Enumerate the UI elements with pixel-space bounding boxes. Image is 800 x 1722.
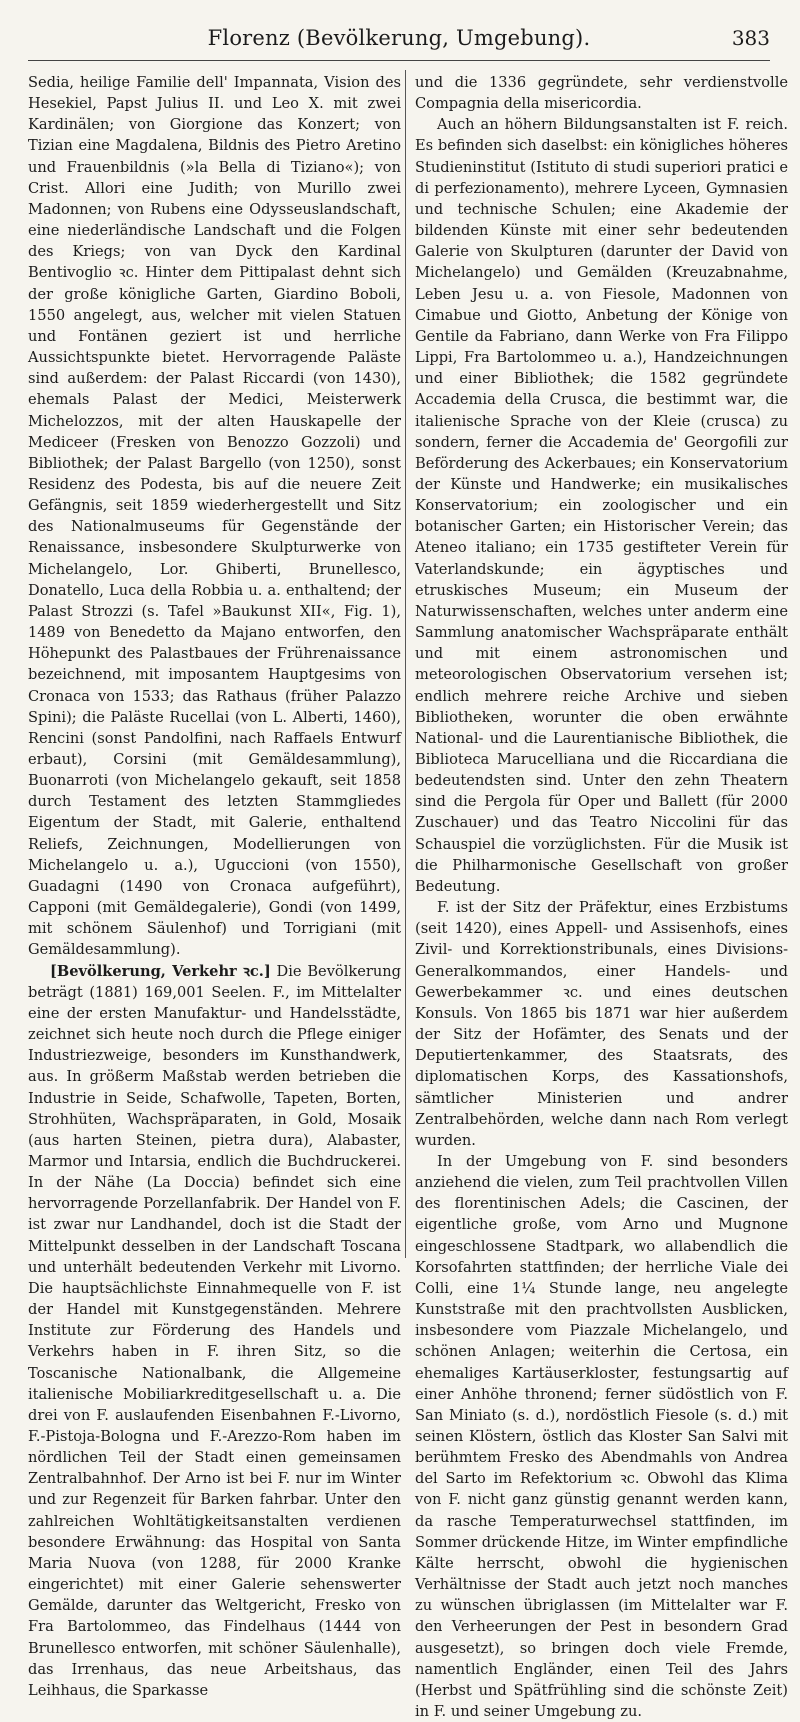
paragraph-population: [28, 961, 401, 1701]
page-number: 383: [731, 26, 770, 50]
running-title: Florenz (Bevölkerung, Umgebung).: [207, 26, 591, 50]
paragraph-administration: F. ist der Sitz der Präfektur, eines Erzbistums (seit 1420), eines Appell- und Assisenhofs, eines Zivil- und Korrektionstribunals, eines Divisions-Generalkommandos, einer Handels- und Gewerbekammer ꝛc. und eines deutschen Konsuls. Von 1865 bis 1871 war hier außerdem der Sitz der Hofämter, des Senats und der Deputiertenkammer, des Staatsrats, des diplomatischen Korps, des Kassationshofs, sämtlicher Ministerien und andrer Zentralbehörden, welche dann nach Rom verlegt wurden.: [415, 899, 788, 1149]
section-label: [Bevölkerung, Verkehr ꝛc.]: [50, 962, 271, 980]
paragraph-surroundings: In der Umgebung von F. sind besonders anziehend die vielen, zum Teil prachtvollen Villen des florentinischen Adels; die Cascinen, der eigentliche große, vom Arno und Mugnone eingeschlossene Stadtpark, wo allabendlich die Korsofahrten stattfinden; der herrliche Viale dei Colli, eine 1¼ Stunde lange, neu angelegte Kunststraße mit den prachtvollsten Ausblicken, insbesondere vom Piazzale Michelangelo, und schönen Anlagen; weiterhin die Certosa, ein ehemaliges Kartäuserkloster, festungsartig auf einer Anhöhe thronend; ferner südöstlich von F. San Miniato (s. d.), nordöstlich Fiesole (s. d.) mit seinen Klöstern, östlich das Kloster San Salvi mit berühmtem Fresko des Abendmahls von Andrea del Sarto im Refektorium ꝛc. Obwohl das Klima von F. nicht ganz günstig genannt werden kann, da rasche Temperaturwechsel stattfinden, im Sommer drückende Hitze, im Winter empfindliche Kälte herrscht, obwohl die hygienischen Verhältnisse der Stadt auch jetzt noch manches zu wünschen übriglassen (im Mittelalter war F. den Verheerungen der Pest in besondern Grad ausgesetzt), so bringen doch viele Fremde, namentlich Engländer, einen Teil des Jahrs (Herbst und Spätfrühling sind die schönste Zeit) in F. und seiner Umgebung zu.: [415, 1152, 788, 1721]
column-divider: [405, 70, 406, 1258]
right-column: [415, 72, 788, 1722]
paragraph-misericordia: und die 1336 gegründete, sehr verdienstvolle Compagnia della misericordia.: [415, 74, 788, 113]
page-header: [28, 26, 770, 56]
paragraph-palaces: Sedia, heilige Familie dell' Impannata, Vision des Hesekiel, Papst Julius II. und Leo X. mit zwei Kardinälen; von Giorgione das Konzert; von Tizian eine Magdalena, Bildnis des Pietro Aretino und Frauenbildnis (»la Bella di Tiziano«); von Crist. Allori eine Judith; von Murillo zwei Madonnen; von Rubens eine Odysseuslandschaft, eine niederländische Landschaft und die Folgen des Kriegs; von van Dyck den Kardinal Bentivoglio ꝛc. Hinter dem Pittipalast dehnt sich der große königliche Garten, Giardino Boboli, 1550 angelegt, aus, welcher mit vielen Statuen und Fontänen geziert ist und herrliche Aussichtspunkte bietet. Hervorragende Paläste sind außerdem: der Palast Riccardi (von 1430), ehemals Palast der Medici, Meisterwerk Michelozzos, mit der alten Hauskapelle der Mediceer (Fresken von Benozzo Gozzoli) und Bibliothek; der Palast Bargello (von 1250), sonst Residenz des Podesta, bis auf die neuere Zeit Gefängnis, seit 1859 wiederhergestellt und Sitz des Nationalmuseums für Gegenstände der Renaissance, insbesondere Skulpturwerke von Michelangelo, Lor. Ghiberti, Brunellesco, Donatello, Luca della Robbia u. a. enthaltend; der Palast Strozzi (s. Tafel »Baukunst XII«, Fig. 1), 1489 von Benedetto da Majano entworfen, den Höhepunkt des Palastbaues der Frührenaissance bezeichnend, mit imposantem Hauptgesims von Cronaca von 1533; das Rathaus (früher Palazzo Spini); die Paläste Rucellai (von L. Alberti, 1460), Rencini (sonst Pandolfini, nach Raffaels Entwurf erbaut), Corsini (mit Gemäldesammlung), Buonarroti (von Michelangelo gekauft, seit 1858 durch Testament des letzten Stammgliedes Eigentum der Stadt, mit Galerie, enthaltend Reliefs, Zeichnungen, Modellierungen von Michelangelo u. a.), Uguccioni (von 1550), Guadagni (1490 von Cronaca aufgeführt), Capponi (mit Gemäldegalerie), Gondi (von 1499, mit schönem Säulenhof) und Torrigiani (mit Gemäldesammlung).: [28, 74, 401, 959]
paragraph-population-text: Die Bevölkerung beträgt (1881) 169,001 Seelen. F., im Mittelalter eine der ersten Manufaktur- und Handelsstädte, zeichnet sich heute noch durch die Pflege einiger Industriezweige, besonders im Kunsthandwerk, aus. In größerm Maßstab werden betrieben die Industrie in Seide, Schafwolle, Tapeten, Borten, Strohhüten, Wachspräparaten, in Gold, Mosaik (aus harten Steinen, pietra dura), Alabaster, Marmor und Intarsia, endlich die Buchdruckerei. In der Nähe (La Doccia) befindet sich eine hervorragende Porzellanfabrik. Der Handel von F. ist zwar nur Landhandel, doch ist die Stadt der Mittelpunkt desselben in der Landschaft Toscana und unterhält bedeutenden Verkehr mit Livorno. Die hauptsächlichste Einnahmequelle von F. ist der Handel mit Kunstgegenständen. Mehrere Institute zur Förderung des Handels und Verkehrs haben in F. ihren Sitz, so die Toscanische Nationalbank, die Allgemeine italienische Mobiliarkreditgesellschaft u. a. Die drei von F. auslaufenden Eisenbahnen F.-Livorno, F.-Pistoja-Bologna und F.-Arezzo-Rom haben im nördlichen Teil der Stadt einen gemeinsamen Zentralbahnhof. Der Arno ist bei F. nur im Winter und zur Regenzeit für Barken fahrbar. Unter den zahlreichen Wohltätigkeitsanstalten verdienen besondere Erwähnung: das Hospital von Santa Maria Nuova (von 1288, für 2000 Kranke eingerichtet) mit einer Galerie sehenswerter Gemälde, darunter das Weltgericht, Fresko von Fra Bartolommeo, das Findelhaus (1444 von Brunellesco entworfen, mit schöner Säulenhalle), das Irrenhaus, das neue Arbeitshaus, das Leihhaus, die Sparkasse: [28, 962, 401, 1699]
left-column: [28, 72, 401, 1701]
header-rule: [28, 60, 770, 61]
paragraph-education: Auch an höhern Bildungsanstalten ist F. reich. Es befinden sich daselbst: ein königliches höheres Studieninstitut (Istituto di studi superiori pratici e di perfezionamento), mehrere Lyceen, Gymnasien und technische Schulen; eine Akademie der bildenden Künste mit einer sehr bedeutenden Galerie von Skulpturen (darunter der David von Michelangelo) und Gemälden (Kreuzabnahme, Leben Jesu u. a. von Fiesole, Madonnen von Cimabue und Giotto, Anbetung der Könige von Gentile da Fabriano, dann Werke von Fra Filippo Lippi, Fra Bartolommeo u. a.), Handzeichnungen und einer Bibliothek; die 1582 gegründete Accademia della Crusca, die bestimmt war, die italienische Sprache von der Kleie (crusca) zu sondern, ferner die Accademia de' Georgofili zur Beförderung des Ackerbaues; ein Konservatorium der Künste und Handwerke; ein musikalisches Konservatorium; ein zoologischer und ein botanischer Garten; ein Historischer Verein; das Ateneo italiano; ein 1735 gestifteter Verein für Vaterlandskunde; ein ägyptisches und etruskisches Museum; ein Museum der Naturwissenschaften, welches unter anderm eine Sammlung anatomischer Wachspräparate enthält und mit einem astronomischen und meteorologischen Observatorium versehen ist; endlich mehrere reiche Archive und sieben Bibliotheken, worunter die oben erwähnte National- und die Laurentianische Bibliothek, die Biblioteca Marucelliana und die Riccardiana die bedeutendsten sind. Unter den zehn Theatern sind die Pergola für Oper und Ballett (für 2000 Zuschauer) und das Teatro Niccolini für das Schauspiel die vorzüglichsten. Für die Musik ist die Philharmonische Gesellschaft von großer Bedeutung.: [415, 116, 788, 895]
